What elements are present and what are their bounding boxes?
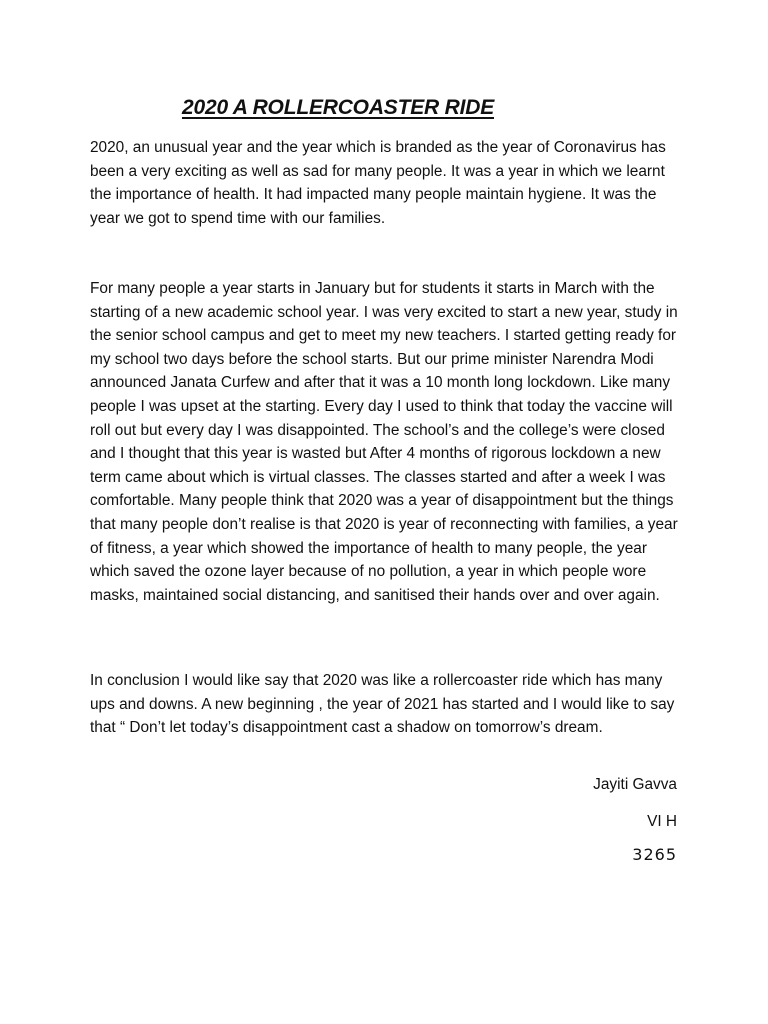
author-name: Jayiti Gavva: [593, 776, 677, 793]
paragraph-intro: 2020, an unusual year and the year which is branded as the year of Coronavirus has been a very exciting as well as sad for many people. It was a year in which we learnt the importance of health. It had impacted many people maintain hygiene. It was the year we got to spend time with our families.: [90, 139, 666, 227]
document-title: 2020 A ROLLERCOASTER RIDE: [182, 96, 494, 119]
author-number: 3265: [632, 845, 677, 864]
paragraph-conclusion: In conclusion I would like say that 2020 was like a rollercoaster ride which has many ups and downs. A new beginning , the year of 2021 has started and I would like to say that “ Don’t let today’s disappointment cast a shadow on tomorrow’s dream.: [90, 672, 675, 737]
author-class: VI H: [647, 813, 677, 830]
paragraph-body: For many people a year starts in January but for students it starts in March with the starting of a new academic school year. I was very excited to start a new year, study in the senior school campus and get to meet my new teachers. I started getting ready for my school two days before the school starts. But our prime minister Narendra Modi announced Janata Curfew and after that it was a 10 month long lockdown. Like many people I was upset at the starting. Every day I used to think that today the vaccine will roll out but every day I was disappointed. The school’s and the college’s were closed and I thought that this year is wasted but After 4 months of rigorous lockdown a new term came about which is virtual classes. The classes started and after a week I was comfortable. Many people think that 2020 was a year of disappointment but the things that many people don’t realise is that 2020 is year of reconnecting with families, a year of fitness, a year which showed the importance of health to many people, the year which saved the ozone layer because of no pollution, a year in which people wore masks, maintained social distancing, and sanitised their hands over and over again.: [90, 280, 678, 604]
